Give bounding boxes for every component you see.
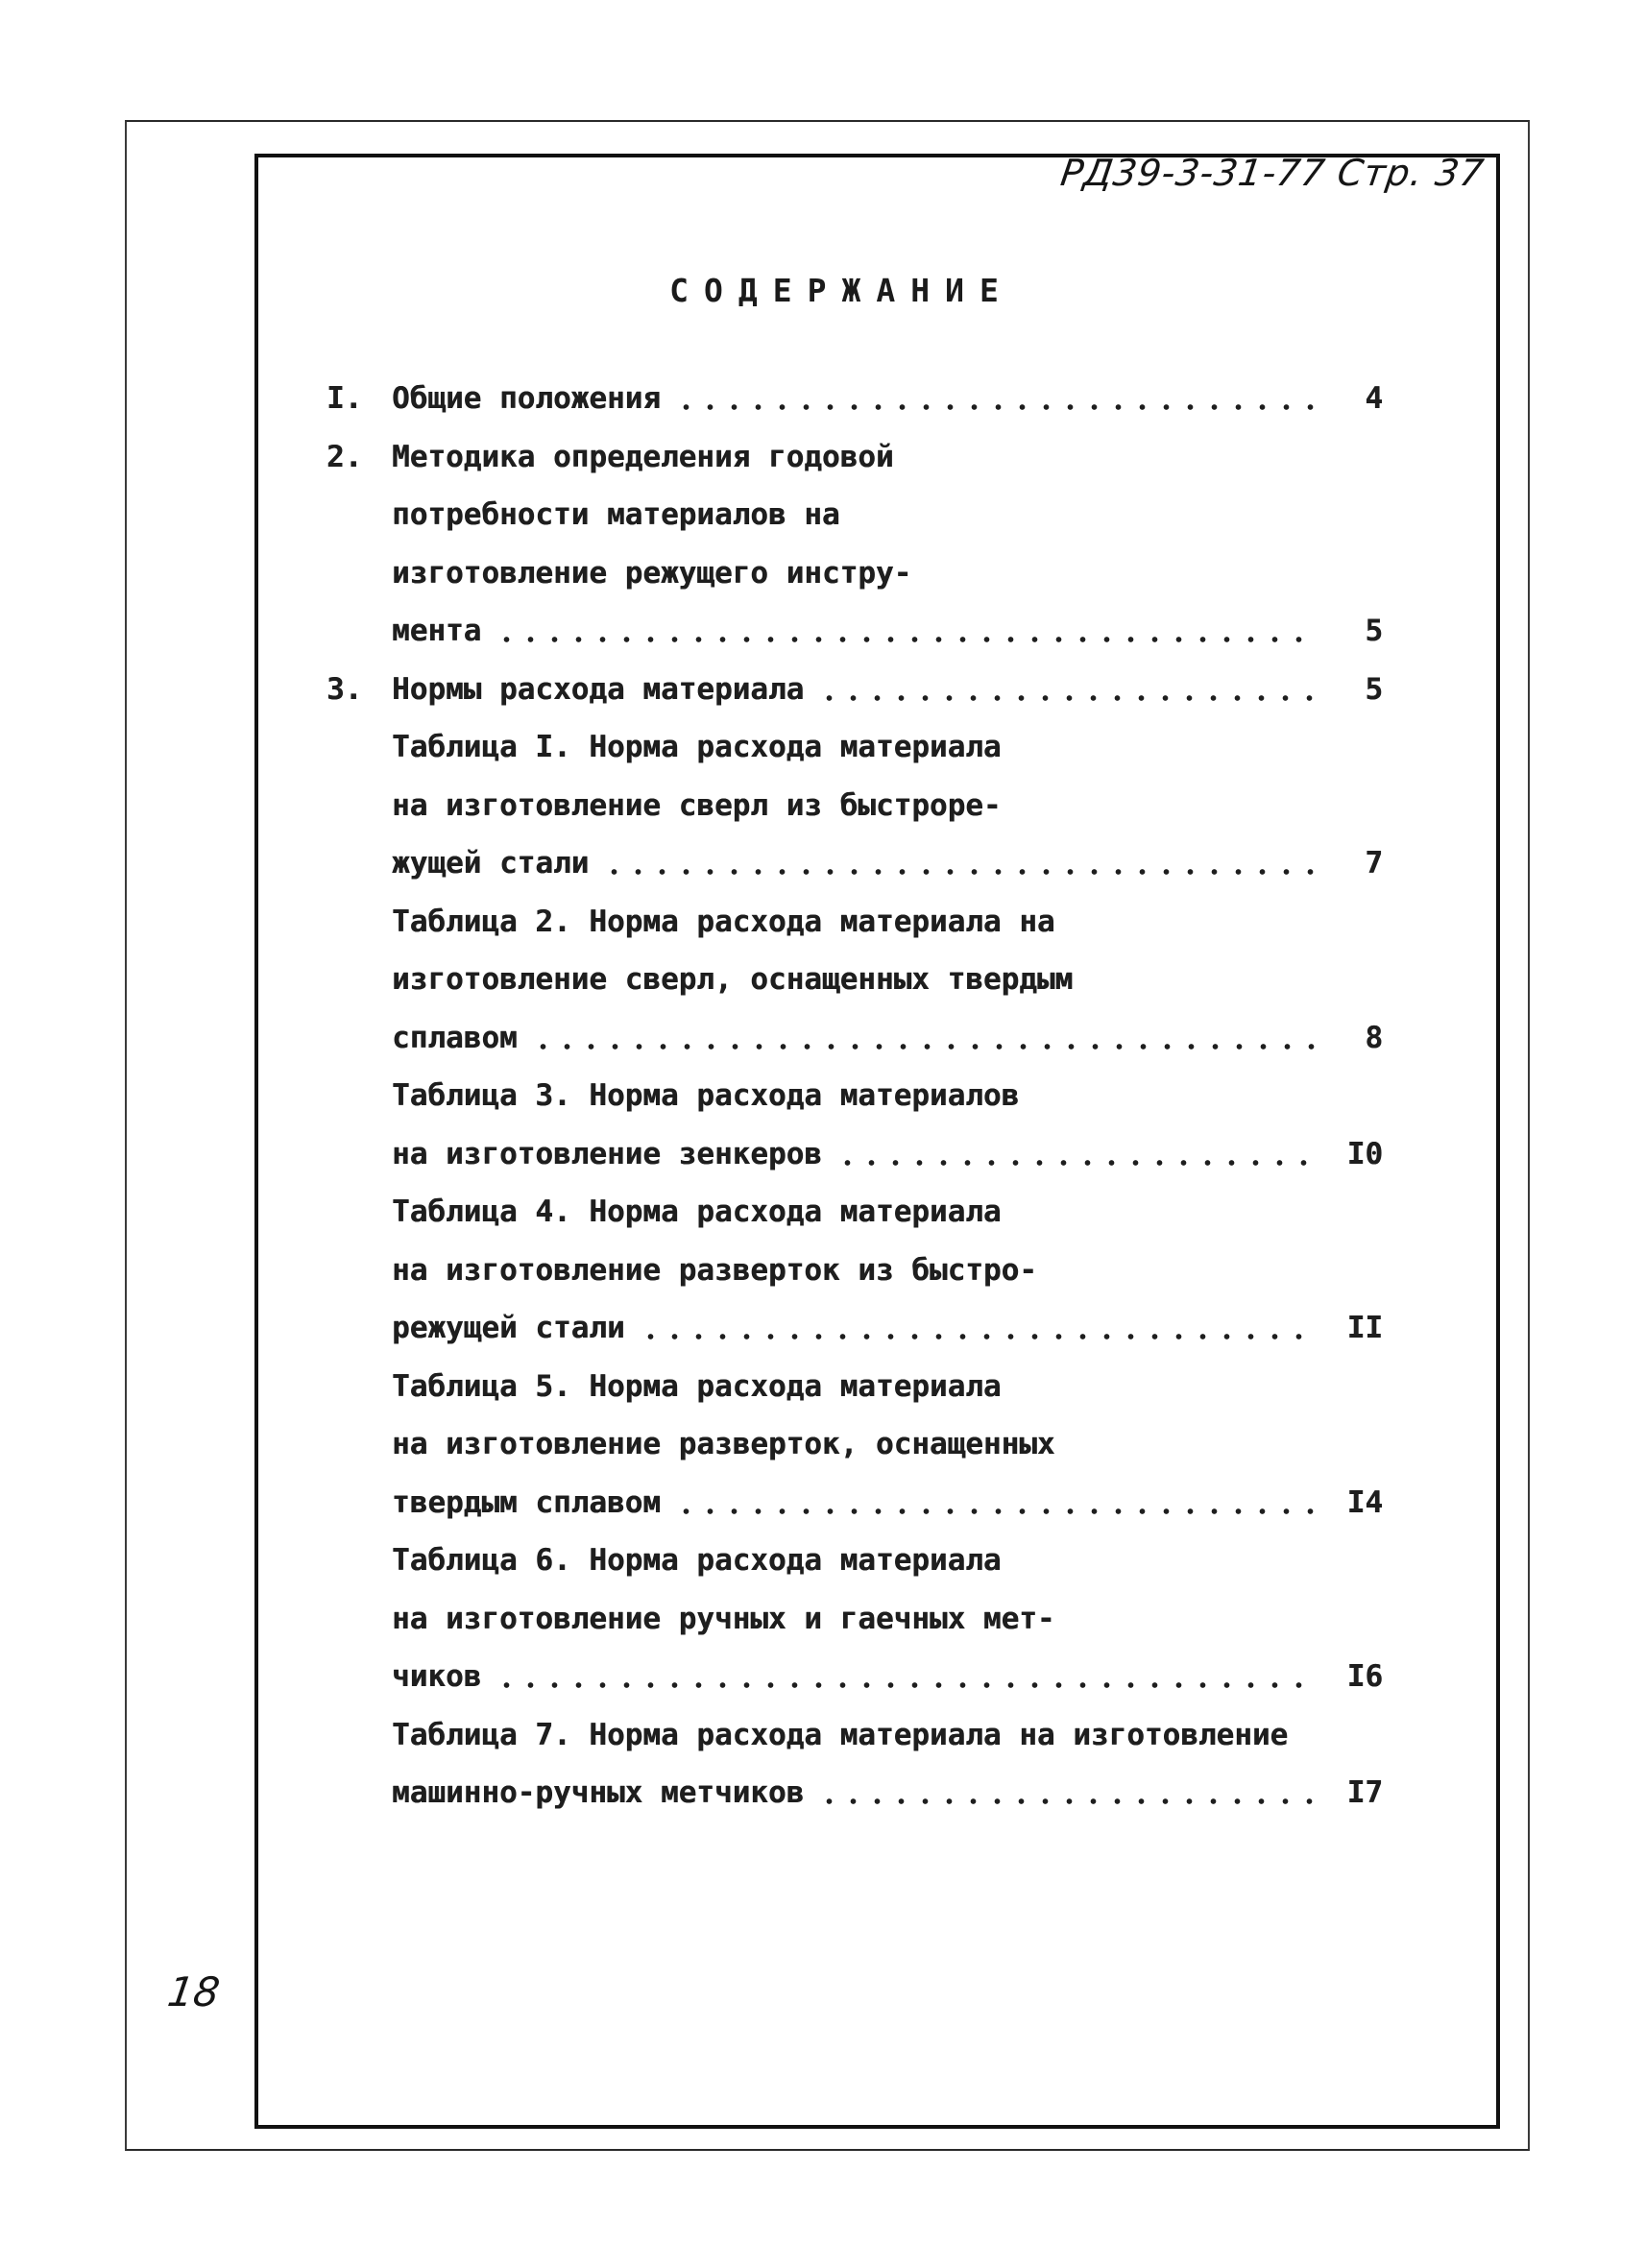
toc-page-number: 5 bbox=[1365, 671, 1383, 707]
toc-entry-text: Таблица 7. Норма расхода материала на изготовление bbox=[392, 1717, 1289, 1752]
toc-entry-text: Таблица 6. Норма расхода материала bbox=[392, 1543, 1002, 1578]
toc-line bbox=[327, 1648, 1383, 1706]
toc-dot-leader bbox=[495, 1682, 1316, 1688]
toc-page-number: I4 bbox=[1346, 1484, 1383, 1520]
sheet-number: 18 bbox=[164, 1968, 223, 2015]
toc-line bbox=[327, 1125, 1383, 1184]
toc-line bbox=[327, 486, 1383, 544]
toc-section-number: 2. bbox=[327, 439, 363, 474]
toc-line bbox=[327, 1764, 1383, 1822]
toc-line bbox=[327, 1474, 1383, 1532]
toc-line bbox=[327, 1415, 1383, 1474]
toc-line bbox=[327, 602, 1383, 661]
toc-entry-text: чиков bbox=[392, 1659, 482, 1694]
toc-dot-leader bbox=[639, 1334, 1316, 1339]
toc-line bbox=[327, 544, 1383, 603]
toc-entry-text: Нормы расхода материала bbox=[392, 671, 805, 707]
toc-entry-text: жущей стали bbox=[392, 846, 590, 881]
toc-line bbox=[327, 1532, 1383, 1590]
toc-dot-leader bbox=[817, 695, 1316, 701]
toc-dot-leader bbox=[674, 404, 1316, 410]
toc-page-number: I7 bbox=[1346, 1775, 1383, 1810]
toc-entry-text: твердым сплавом bbox=[392, 1484, 661, 1520]
toc-entry-text: машинно-ручных метчиков bbox=[392, 1775, 805, 1810]
toc-page-number: 7 bbox=[1365, 846, 1383, 881]
toc-entry-text: Таблица 2. Норма расхода материала на bbox=[392, 904, 1055, 939]
toc-entry-text: Таблица I. Норма расхода материала bbox=[392, 730, 1002, 764]
toc-page-number: II bbox=[1346, 1311, 1383, 1345]
toc-dot-leader bbox=[531, 1044, 1316, 1050]
toc-line bbox=[327, 1706, 1383, 1765]
toc-entry-text: на изготовление ручных и гаечных мет- bbox=[392, 1601, 1055, 1636]
toc-entry-text: Таблица 5. Норма расхода материала bbox=[392, 1368, 1002, 1404]
toc-section-number: 3. bbox=[327, 671, 363, 707]
toc-line bbox=[327, 1009, 1383, 1068]
page-title: СОДЕРЖАНИЕ bbox=[669, 272, 1014, 309]
toc-line bbox=[327, 1590, 1383, 1649]
toc-line bbox=[327, 1358, 1383, 1416]
toc-line bbox=[327, 370, 1383, 428]
toc-entry-text: потребности материалов на bbox=[392, 497, 840, 532]
document-code: РД39-3-31-77 Стр. 37 bbox=[1057, 152, 1488, 194]
toc-entry-text: на изготовление сверл из быстроре- bbox=[392, 787, 1002, 823]
toc-entry-text: на изготовление разверток из быстро- bbox=[392, 1252, 1037, 1288]
toc-page-number: I0 bbox=[1346, 1136, 1383, 1171]
toc-entry-text: Методика определения годовой bbox=[392, 439, 894, 474]
toc-line bbox=[327, 1067, 1383, 1125]
toc-section-number: I. bbox=[327, 381, 363, 416]
toc-entry-text: на изготовление зенкеров bbox=[392, 1136, 822, 1171]
toc-entry-text: изготовление режущего инстру- bbox=[392, 555, 912, 591]
toc-page-number: 5 bbox=[1365, 614, 1383, 648]
toc-line bbox=[327, 428, 1383, 487]
toc-line bbox=[327, 1242, 1383, 1300]
toc-entry-text: Таблица 3. Норма расхода материалов bbox=[392, 1078, 1020, 1113]
toc-page-number: 8 bbox=[1365, 1020, 1383, 1055]
toc-page-number: I6 bbox=[1346, 1659, 1383, 1694]
toc-entry-text: на изготовление разверток, оснащенных bbox=[392, 1427, 1055, 1461]
toc-line bbox=[327, 718, 1383, 777]
toc-line bbox=[327, 834, 1383, 893]
toc-line bbox=[327, 661, 1383, 719]
toc-entry-text: изготовление сверл, оснащенных твердым bbox=[392, 962, 1074, 997]
toc-line bbox=[327, 1183, 1383, 1242]
toc-dot-leader bbox=[674, 1508, 1316, 1514]
toc-page-number: 4 bbox=[1365, 381, 1383, 416]
toc-entry-text: сплавом bbox=[392, 1020, 518, 1055]
toc-dot-leader bbox=[602, 869, 1316, 875]
toc-line bbox=[327, 777, 1383, 835]
toc-entry-text: мента bbox=[392, 614, 482, 648]
table-of-contents bbox=[327, 370, 1383, 1822]
toc-dot-leader bbox=[817, 1798, 1316, 1804]
toc-entry-text: режущей стали bbox=[392, 1311, 625, 1345]
toc-entry-text: Таблица 4. Норма расхода материала bbox=[392, 1194, 1002, 1229]
toc-line bbox=[327, 893, 1383, 952]
toc-line bbox=[327, 1299, 1383, 1358]
toc-entry-text: Общие положения bbox=[392, 381, 661, 416]
toc-dot-leader bbox=[495, 637, 1316, 642]
toc-line bbox=[327, 951, 1383, 1009]
toc-dot-leader bbox=[835, 1160, 1316, 1166]
